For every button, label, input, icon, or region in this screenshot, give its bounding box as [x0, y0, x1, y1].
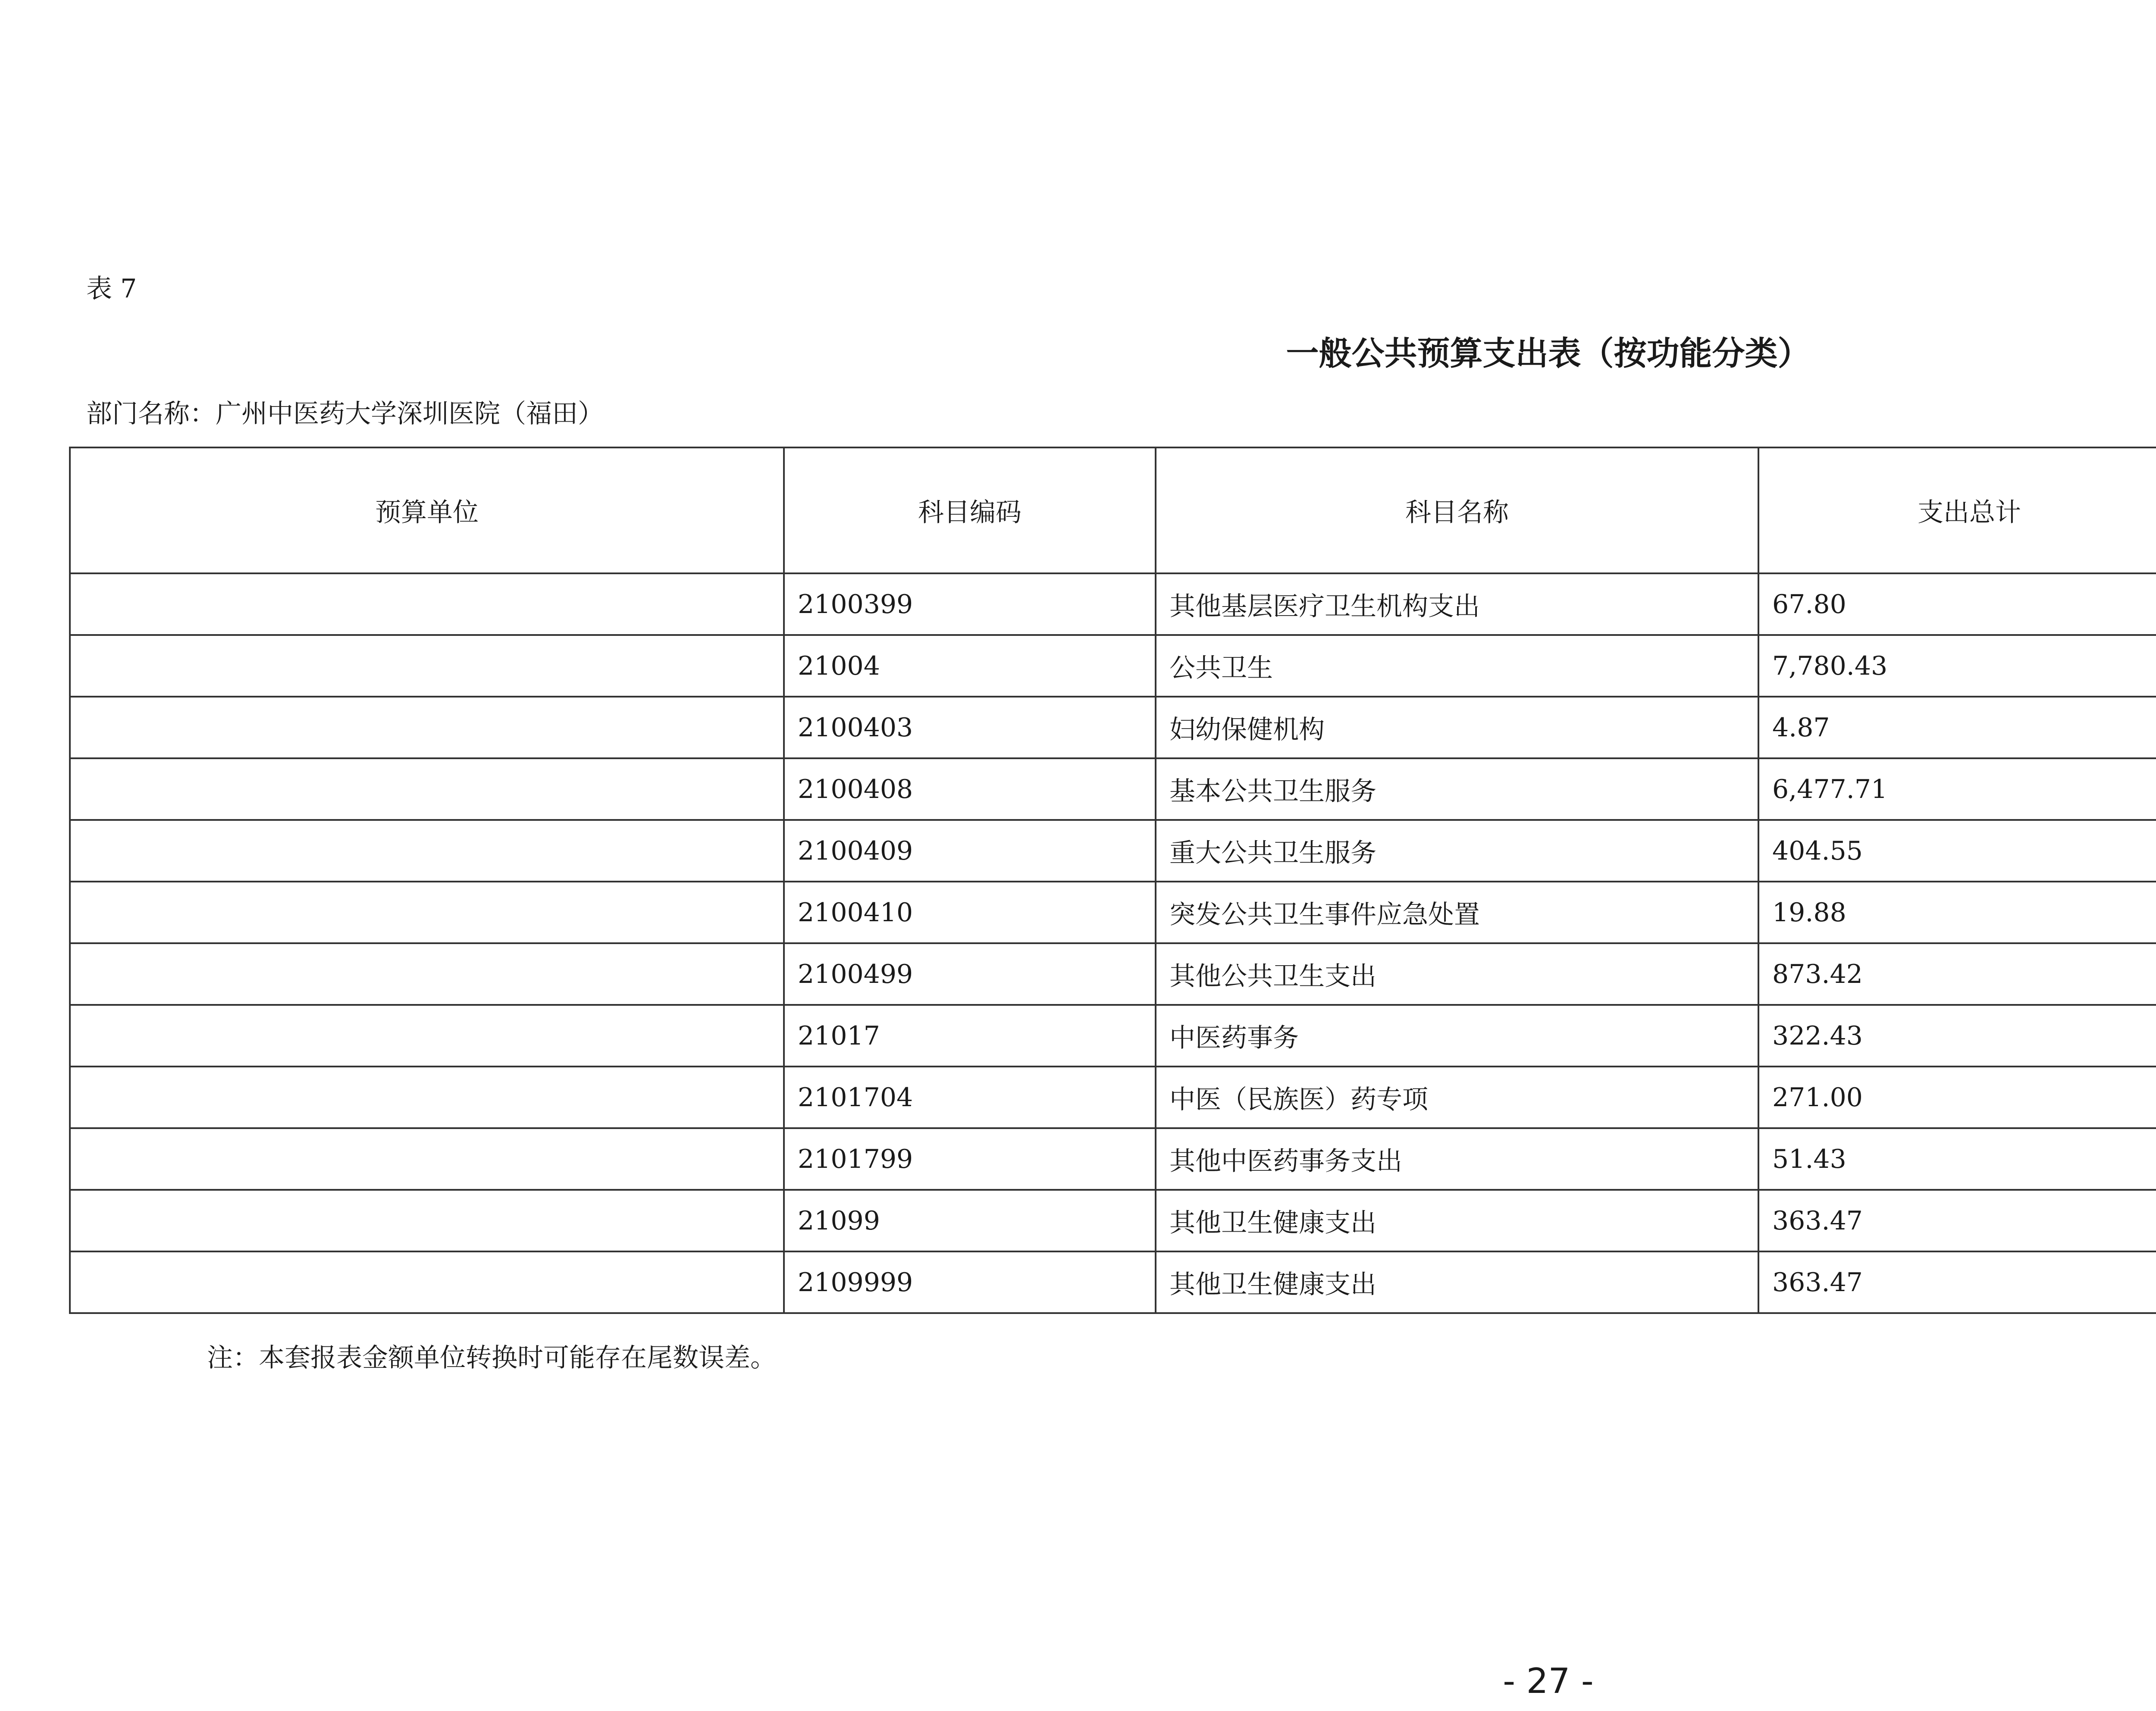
cell-subject-code: 2100399: [784, 573, 1156, 635]
table-row: [70, 820, 2156, 882]
cell-total: 4.87: [1758, 697, 2156, 758]
cell-budget-unit: [70, 758, 784, 820]
department-name: 部门名称：广州中医药大学深圳医院（福田）: [86, 399, 604, 429]
cell-budget-unit: [70, 1067, 784, 1128]
expenditure-table: [69, 447, 2156, 1314]
cell-total: 363.47: [1758, 1190, 2156, 1251]
cell-subject-name: 突发公共卫生事件应急处置: [1156, 882, 1758, 943]
cell-subject-name: 其他公共卫生支出: [1156, 943, 1758, 1005]
cell-budget-unit: [70, 882, 784, 943]
cell-subject-code: 2100409: [784, 820, 1156, 882]
footnote: 注：本套报表金额单位转换时可能存在尾数误差。: [207, 1343, 776, 1373]
table-number-label: 表 7: [86, 274, 137, 304]
table-row: [70, 1005, 2156, 1067]
cell-subject-name: 其他卫生健康支出: [1156, 1251, 1758, 1313]
cell-subject-name: 中医药事务: [1156, 1005, 1758, 1067]
cell-subject-code: 2109999: [784, 1251, 1156, 1313]
header-subject-code: 科目编码: [784, 447, 1156, 573]
cell-total: 51.43: [1758, 1128, 2156, 1190]
table-header-row: [70, 447, 2156, 573]
cell-total: 6,477.71: [1758, 758, 2156, 820]
table-row: [70, 573, 2156, 635]
cell-subject-code: 2100408: [784, 758, 1156, 820]
cell-budget-unit: [70, 1251, 784, 1313]
cell-subject-code: 2100403: [784, 697, 1156, 758]
cell-total: 7,780.43: [1758, 635, 2156, 697]
cell-budget-unit: [70, 697, 784, 758]
cell-subject-name: 其他基层医疗卫生机构支出: [1156, 573, 1758, 635]
cell-budget-unit: [70, 1005, 784, 1067]
cell-total: 271.00: [1758, 1067, 2156, 1128]
cell-total: 322.43: [1758, 1005, 2156, 1067]
header-budget-unit: 预算单位: [70, 447, 784, 573]
cell-total: 873.42: [1758, 943, 2156, 1005]
header-total-expenditure: 支出总计: [1758, 447, 2156, 573]
cell-subject-code: 2100410: [784, 882, 1156, 943]
table-row: [70, 697, 2156, 758]
cell-subject-code: 21017: [784, 1005, 1156, 1067]
cell-total: 67.80: [1758, 573, 2156, 635]
cell-subject-name: 重大公共卫生服务: [1156, 820, 1758, 882]
cell-subject-name: 中医（民族医）药专项: [1156, 1067, 1758, 1128]
cell-total: 19.88: [1758, 882, 2156, 943]
cell-subject-code: 21004: [784, 635, 1156, 697]
table-row: [70, 758, 2156, 820]
cell-budget-unit: [70, 635, 784, 697]
cell-subject-name: 其他卫生健康支出: [1156, 1190, 1758, 1251]
cell-subject-name: 基本公共卫生服务: [1156, 758, 1758, 820]
cell-budget-unit: [70, 943, 784, 1005]
cell-subject-name: 妇幼保健机构: [1156, 697, 1758, 758]
cell-subject-code: 21099: [784, 1190, 1156, 1251]
cell-budget-unit: [70, 573, 784, 635]
cell-subject-code: 2101799: [784, 1128, 1156, 1190]
header-subject-name: 科目名称: [1156, 447, 1758, 573]
table-row: [70, 635, 2156, 697]
cell-budget-unit: [70, 1190, 784, 1251]
cell-total: 363.47: [1758, 1251, 2156, 1313]
table-row: [70, 1128, 2156, 1190]
cell-budget-unit: [70, 1128, 784, 1190]
page-number: - 27 -: [1503, 1661, 1594, 1701]
cell-subject-code: 2101704: [784, 1067, 1156, 1128]
table-row: [70, 1067, 2156, 1128]
cell-subject-name: 其他中医药事务支出: [1156, 1128, 1758, 1190]
table-row: [70, 1190, 2156, 1251]
table-row: [70, 882, 2156, 943]
cell-total: 404.55: [1758, 820, 2156, 882]
table-row: [70, 1251, 2156, 1313]
cell-subject-code: 2100499: [784, 943, 1156, 1005]
table-row: [70, 943, 2156, 1005]
page-title: 一般公共预算支出表（按功能分类）: [1286, 334, 1811, 372]
cell-subject-name: 公共卫生: [1156, 635, 1758, 697]
cell-budget-unit: [70, 820, 784, 882]
